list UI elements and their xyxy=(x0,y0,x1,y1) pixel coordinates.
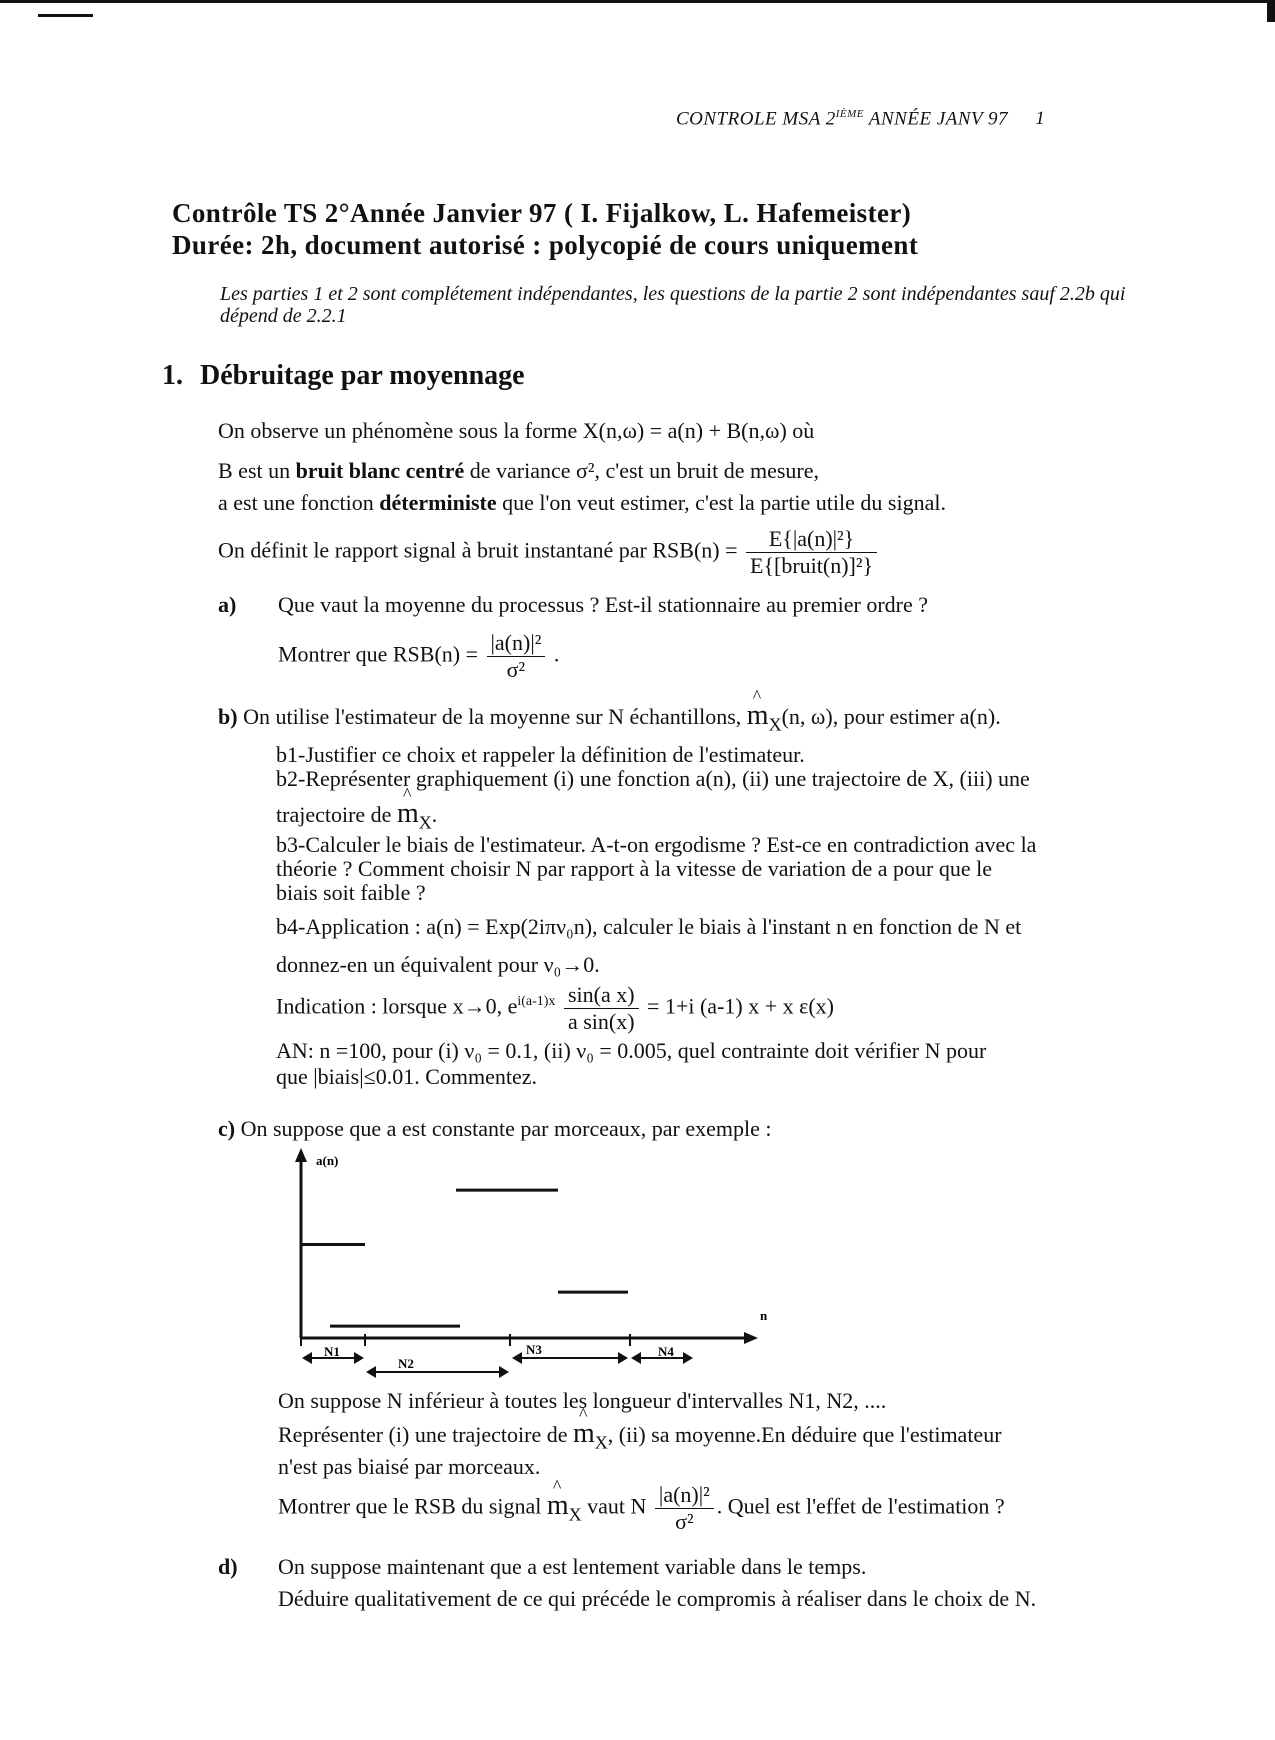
numerator: |a(n)|² xyxy=(655,1482,714,1509)
emphasis: déterministe xyxy=(379,490,497,515)
text-run: , (ii) sa moyenne.En déduire que l'estimateur xyxy=(607,1422,1002,1447)
question-d-label: d) xyxy=(218,1554,238,1579)
rsb-fraction-a xyxy=(487,630,546,683)
exponent: i(a-1)x xyxy=(517,994,556,1010)
scan-border xyxy=(0,0,1275,3)
exam-duration: Durée: 2h, document autorisé : polycopié de cours uniquement xyxy=(172,230,919,260)
text-run: Représenter (i) une trajectoire de xyxy=(278,1422,568,1447)
interval-label-n4: N4 xyxy=(658,1344,674,1359)
estimator-sub: X xyxy=(418,812,432,833)
y-axis-arrow xyxy=(295,1148,307,1162)
section-heading xyxy=(162,360,525,392)
section-number: 1. xyxy=(162,360,183,391)
estimator-m: m xyxy=(546,1489,569,1521)
question-a-rsb xyxy=(278,630,559,683)
interval-markers xyxy=(301,1334,693,1378)
numeric-application-line2: que |biais|≤0.01. Commentez. xyxy=(276,1064,538,1089)
text-run: vaut N xyxy=(587,1493,647,1519)
text-run: a est une fonction xyxy=(218,490,380,515)
denominator: a sin(x) xyxy=(567,1009,635,1034)
text-run: Indication : lorsque x→0, e xyxy=(276,993,518,1019)
estimator-sub: X xyxy=(594,1432,608,1453)
text-run: = 1+i (a-1) x + x ε(x) xyxy=(647,993,834,1019)
estimator-m: m xyxy=(746,700,769,731)
text-run: Montrer que le RSB du signal xyxy=(278,1493,542,1519)
text-run: . xyxy=(553,641,560,667)
interval-label-n3: N3 xyxy=(526,1342,542,1357)
question-c-assumption: On suppose N inférieur à toutes les longueur d'intervalles N1, N2, .... xyxy=(278,1388,887,1413)
scan-mark xyxy=(38,14,93,17)
question-c-label: c) xyxy=(218,1116,236,1141)
hint-fraction xyxy=(564,982,639,1035)
estimator-m: m xyxy=(573,1418,595,1449)
text-run: que l'on veut estimer, c'est la partie utile du signal. xyxy=(496,490,946,515)
text-run: On utilise l'estimateur de la moyenne sur N échantillons, xyxy=(237,704,742,729)
arrowhead xyxy=(302,1352,312,1364)
running-header-sup: IÈME xyxy=(835,108,864,120)
question-b3-line3: biais soit faible ? xyxy=(276,880,426,905)
x-axis-arrow xyxy=(744,1332,758,1344)
question-d-line2: Déduire qualitativement de ce qui précéde le compromis à réaliser dans le choix de N. xyxy=(278,1586,1037,1611)
text-run: . Quel est l'effet de l'estimation ? xyxy=(716,1493,1005,1519)
question-b2-cont: trajectoire de ^ $m_X$. xyxy=(276,798,437,834)
observation-line: On observe un phénomène sous la forme X(n,ω) = a(n) + B(n,ω) où xyxy=(218,418,815,443)
text-run: B est un xyxy=(218,458,296,483)
rsb-definition xyxy=(218,526,880,579)
arrowhead xyxy=(366,1366,376,1378)
denominator: E{[bruit(n)]²} xyxy=(750,553,874,578)
question-c-line xyxy=(218,1116,771,1142)
question-b1: b1-Justifier ce choix et rappeler la définition de l'estimateur. xyxy=(276,742,805,767)
exam-title: Contrôle TS 2°Année Janvier 97 ( I. Fijalkow, L. Hafemeister) xyxy=(172,198,912,228)
arrowhead xyxy=(683,1352,693,1364)
rsb-fraction xyxy=(746,526,877,579)
level-segments xyxy=(301,1190,628,1326)
arrowhead xyxy=(618,1352,628,1364)
estimator-symbol xyxy=(747,700,782,736)
page-number: 1 xyxy=(1035,108,1046,130)
arrowhead xyxy=(631,1352,641,1364)
numerator: |a(n)|² xyxy=(487,630,546,657)
question-b-line xyxy=(218,700,1001,736)
question-c-rsb xyxy=(278,1482,1005,1535)
hint-line xyxy=(276,982,834,1035)
x-axis-label: n xyxy=(760,1308,768,1323)
estimator-sub: X xyxy=(768,714,782,735)
question-b4-line2: donnez-en un équivalent pour ν₀→0. xyxy=(276,952,600,977)
question-b2: b2-Représenter graphiquement (i) une fonction a(n), (ii) une trajectoire de X, (iii) une xyxy=(276,766,1030,791)
question-c-unbiased: n'est pas biaisé par morceaux. xyxy=(278,1454,541,1479)
interval-label-n2: N2 xyxy=(398,1356,414,1371)
question-b3-line2: théorie ? Comment choisir N par rapport à la vitesse de variation de a pour que le xyxy=(276,856,992,881)
intro-note: Les parties 1 et 2 sont complétement indépendantes, les questions de la partie 2 sont indépendantes sauf 2.2b qui dépend de 2.2.1 xyxy=(220,283,1126,327)
estimator-symbol xyxy=(573,1418,608,1454)
text-run: trajectoire de xyxy=(276,802,392,827)
numerator: sin(a x) xyxy=(564,982,639,1009)
text-run: On suppose que a est constante par morceaux, par exemple : xyxy=(235,1116,772,1141)
arrowhead xyxy=(512,1352,522,1364)
question-a-label: a) xyxy=(218,592,237,617)
numerator: E{|a(n)|²} xyxy=(746,526,877,553)
question-a-text: Que vaut la moyenne du processus ? Est-il stationnaire au premier ordre ? xyxy=(278,592,928,617)
arrowhead xyxy=(499,1366,509,1378)
arrowhead xyxy=(354,1352,364,1364)
rsb-fraction-c xyxy=(655,1482,714,1535)
estimator-sub: X xyxy=(568,1504,582,1525)
text-run: (n, ω), pour estimer a(n). xyxy=(781,704,1001,729)
question-b-label: b) xyxy=(218,704,238,729)
running-header xyxy=(676,108,1045,130)
y-axis-label: a(n) xyxy=(316,1153,339,1168)
numeric-application-line1: AN: n =100, pour (i) ν₀ = 0.1, (ii) ν₀ = 0.005, quel contrainte doit vérifier N pour xyxy=(276,1038,987,1063)
emphasis: bruit blanc centré xyxy=(295,458,465,483)
signal-definition xyxy=(218,490,946,516)
estimator-m: m xyxy=(396,798,419,829)
question-d-line1: On suppose maintenant que a est lentement variable dans le temps. xyxy=(278,1554,867,1579)
running-header-tail: ANNÉE JANV 97 xyxy=(864,108,1009,130)
question-b3-line1: b3-Calculer le biais de l'estimateur. A-t-on ergodisme ? Est-ce en contradiction avec la xyxy=(276,832,1037,857)
noise-definition xyxy=(218,458,819,484)
question-c-represent xyxy=(278,1418,1002,1454)
denominator: σ² xyxy=(675,1509,694,1534)
estimator-symbol xyxy=(397,798,432,834)
piecewise-constant-figure xyxy=(280,1148,780,1398)
question-b4-line1: b4-Application : a(n) = Exp(2iπν₀n), calculer le biais à l'instant n en fonction de N et xyxy=(276,914,1022,939)
section-title: Débruitage par moyennage xyxy=(200,360,525,391)
text-run: de variance σ², c'est un bruit de mesure, xyxy=(464,458,820,483)
estimator-symbol xyxy=(547,1490,582,1526)
text-run: Montrer que RSB(n) = xyxy=(278,641,478,667)
denominator: σ² xyxy=(506,657,526,682)
scan-mark xyxy=(1267,0,1275,22)
interval-label-n1: N1 xyxy=(324,1344,340,1359)
text-run: On définit le rapport signal à bruit instantané par RSB(n) = xyxy=(218,537,738,563)
running-header-text: CONTROLE MSA 2 xyxy=(676,108,836,130)
